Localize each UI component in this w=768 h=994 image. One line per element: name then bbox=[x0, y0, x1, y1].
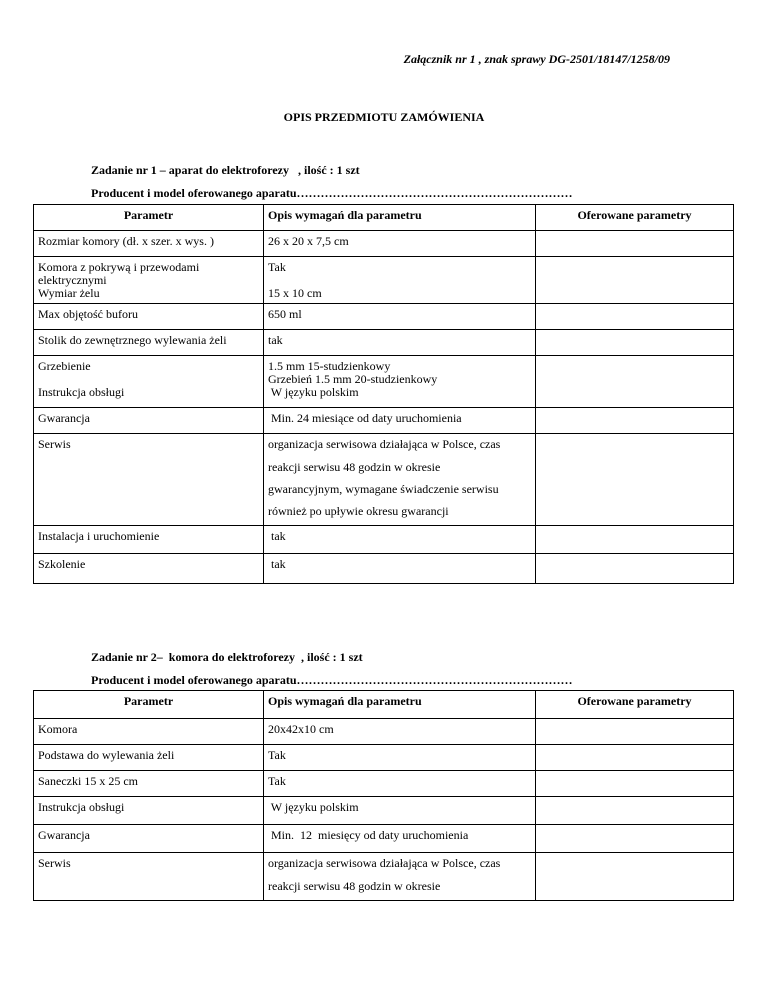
parameter-text: Gwarancja bbox=[38, 828, 90, 842]
parameter-text: Serwis bbox=[38, 437, 71, 451]
column-header-parameter: Parametr bbox=[34, 691, 264, 719]
parameter-text: Szkolenie bbox=[38, 557, 86, 571]
table-row bbox=[34, 719, 734, 745]
case-reference: Załącznik nr 1 , znak sprawy DG-2501/18147/1258/09 bbox=[403, 52, 670, 66]
offered-parameter-input[interactable] bbox=[536, 434, 734, 526]
column-header-offered: Oferowane parametry bbox=[536, 691, 734, 719]
offered-parameter-input[interactable] bbox=[536, 330, 734, 356]
requirement-text: Tak bbox=[268, 748, 286, 762]
requirement-cell bbox=[264, 408, 536, 434]
document-title: OPIS PRZEDMIOTU ZAMÓWIENIA bbox=[283, 110, 485, 124]
requirement-cell bbox=[264, 434, 536, 526]
parameter-text: Instrukcja obsługi bbox=[38, 385, 125, 399]
task-1-producer-line: Producent i model oferowanego aparatu…………………………………………………………… bbox=[91, 186, 573, 200]
requirement-cell bbox=[264, 304, 536, 330]
offered-parameter-input[interactable] bbox=[536, 356, 734, 408]
parameter-cell bbox=[34, 825, 264, 853]
parameter-cell bbox=[34, 554, 264, 584]
parameter-text: Komora bbox=[38, 722, 78, 736]
parameter-text: Podstawa do wylewania żeli bbox=[38, 748, 175, 762]
requirement-cell bbox=[264, 356, 536, 408]
column-header-parameter: Parametr bbox=[34, 205, 264, 231]
offered-parameter-input[interactable] bbox=[536, 797, 734, 825]
requirement-cell bbox=[264, 526, 536, 554]
table-row bbox=[34, 356, 734, 408]
offered-parameter-input[interactable] bbox=[536, 771, 734, 797]
task-1-rows bbox=[34, 231, 734, 584]
requirement-cell bbox=[264, 257, 536, 304]
table-row bbox=[34, 257, 734, 304]
requirement-text: W języku polskim bbox=[268, 385, 359, 399]
task-2-producer-line: Producent i model oferowanego aparatu…………………………………………………………… bbox=[91, 673, 573, 687]
table-row bbox=[34, 330, 734, 356]
task-2-spec-table bbox=[33, 690, 734, 901]
requirement-text: W języku polskim bbox=[268, 800, 359, 814]
task-1-spec-table bbox=[33, 204, 734, 584]
table-row bbox=[34, 304, 734, 330]
requirement-text: Tak bbox=[268, 774, 286, 788]
requirement-text: reakcji serwisu 48 godzin w okresie bbox=[268, 879, 441, 893]
requirement-cell bbox=[264, 719, 536, 745]
requirement-text: Min. 24 miesiące od daty uruchomienia bbox=[268, 411, 462, 425]
parameter-cell bbox=[34, 797, 264, 825]
requirement-text: 26 x 20 x 7,5 cm bbox=[268, 234, 349, 248]
parameter-cell bbox=[34, 356, 264, 408]
parameter-text: Grzebienie bbox=[38, 359, 91, 373]
parameter-cell bbox=[34, 771, 264, 797]
task-1-heading: Zadanie nr 1 – aparat do elektroforezy , ilość : 1 szt bbox=[91, 163, 360, 177]
table-row bbox=[34, 825, 734, 853]
offered-parameter-input[interactable] bbox=[536, 526, 734, 554]
parameter-cell bbox=[34, 434, 264, 526]
parameter-text: Instrukcja obsługi bbox=[38, 800, 125, 814]
requirement-text: 1.5 mm 15-studzienkowy bbox=[268, 359, 391, 373]
parameter-text: Serwis bbox=[38, 856, 71, 870]
requirement-cell bbox=[264, 797, 536, 825]
requirement-text: organizacja serwisowa działająca w Polsce, czas bbox=[268, 856, 501, 870]
parameter-text: Wymiar żelu bbox=[38, 286, 100, 300]
parameter-cell bbox=[34, 408, 264, 434]
parameter-cell bbox=[34, 257, 264, 304]
requirement-text: Tak bbox=[268, 260, 286, 274]
requirement-cell bbox=[264, 554, 536, 584]
parameter-text: Saneczki 15 x 25 cm bbox=[38, 774, 138, 788]
parameter-text: Max objętość buforu bbox=[38, 307, 138, 321]
offered-parameter-input[interactable] bbox=[536, 304, 734, 330]
task-2-rows bbox=[34, 719, 734, 901]
table-row bbox=[34, 853, 734, 901]
requirement-cell bbox=[264, 231, 536, 257]
column-header-offered: Oferowane parametry bbox=[536, 205, 734, 231]
table-row bbox=[34, 526, 734, 554]
offered-parameter-input[interactable] bbox=[536, 257, 734, 304]
requirement-text: również po upływie okresu gwarancji bbox=[268, 504, 449, 518]
offered-parameter-input[interactable] bbox=[536, 231, 734, 257]
requirement-text: 15 x 10 cm bbox=[268, 286, 322, 300]
parameter-cell bbox=[34, 231, 264, 257]
requirement-text: Grzebień 1.5 mm 20-studzienkowy bbox=[268, 372, 438, 386]
requirement-cell bbox=[264, 330, 536, 356]
requirement-text: 650 ml bbox=[268, 307, 302, 321]
parameter-cell bbox=[34, 526, 264, 554]
requirement-cell bbox=[264, 825, 536, 853]
parameter-text: Gwarancja bbox=[38, 411, 90, 425]
requirement-text: reakcji serwisu 48 godzin w okresie bbox=[268, 460, 441, 474]
offered-parameter-input[interactable] bbox=[536, 719, 734, 745]
requirement-text: tak bbox=[268, 333, 283, 347]
offered-parameter-input[interactable] bbox=[536, 745, 734, 771]
offered-parameter-input[interactable] bbox=[536, 853, 734, 901]
requirement-text: tak bbox=[268, 557, 286, 571]
requirement-text: 20x42x10 cm bbox=[268, 722, 334, 736]
requirement-text: Min. 12 miesięcy od daty uruchomienia bbox=[268, 828, 469, 842]
parameter-text: Rozmiar komory (dł. x szer. x wys. ) bbox=[38, 234, 214, 248]
table-row bbox=[34, 797, 734, 825]
column-header-requirements: Opis wymagań dla parametru bbox=[264, 691, 536, 719]
table-row bbox=[34, 231, 734, 257]
requirement-text: tak bbox=[268, 529, 286, 543]
table-row bbox=[34, 408, 734, 434]
table-row bbox=[34, 554, 734, 584]
parameter-cell bbox=[34, 745, 264, 771]
parameter-cell bbox=[34, 330, 264, 356]
table-row bbox=[34, 745, 734, 771]
offered-parameter-input[interactable] bbox=[536, 554, 734, 584]
offered-parameter-input[interactable] bbox=[536, 825, 734, 853]
task-2-heading: Zadanie nr 2– komora do elektroforezy , ilość : 1 szt bbox=[91, 650, 363, 664]
offered-parameter-input[interactable] bbox=[536, 408, 734, 434]
column-header-requirements: Opis wymagań dla parametru bbox=[264, 205, 536, 231]
requirement-cell bbox=[264, 853, 536, 901]
table-row bbox=[34, 771, 734, 797]
parameter-cell bbox=[34, 304, 264, 330]
table-row bbox=[34, 434, 734, 526]
requirement-cell bbox=[264, 745, 536, 771]
requirement-cell bbox=[264, 771, 536, 797]
parameter-text: Instalacja i uruchomienie bbox=[38, 529, 160, 543]
parameter-text: Komora z pokrywą i przewodami elektrycznymi bbox=[38, 260, 200, 287]
parameter-text: Stolik do zewnętrznego wylewania żeli bbox=[38, 333, 227, 347]
requirement-text: organizacja serwisowa działająca w Polsce, czas bbox=[268, 437, 501, 451]
requirement-text: gwarancyjnym, wymagane świadczenie serwisu bbox=[268, 482, 499, 496]
parameter-cell bbox=[34, 853, 264, 901]
parameter-cell bbox=[34, 719, 264, 745]
